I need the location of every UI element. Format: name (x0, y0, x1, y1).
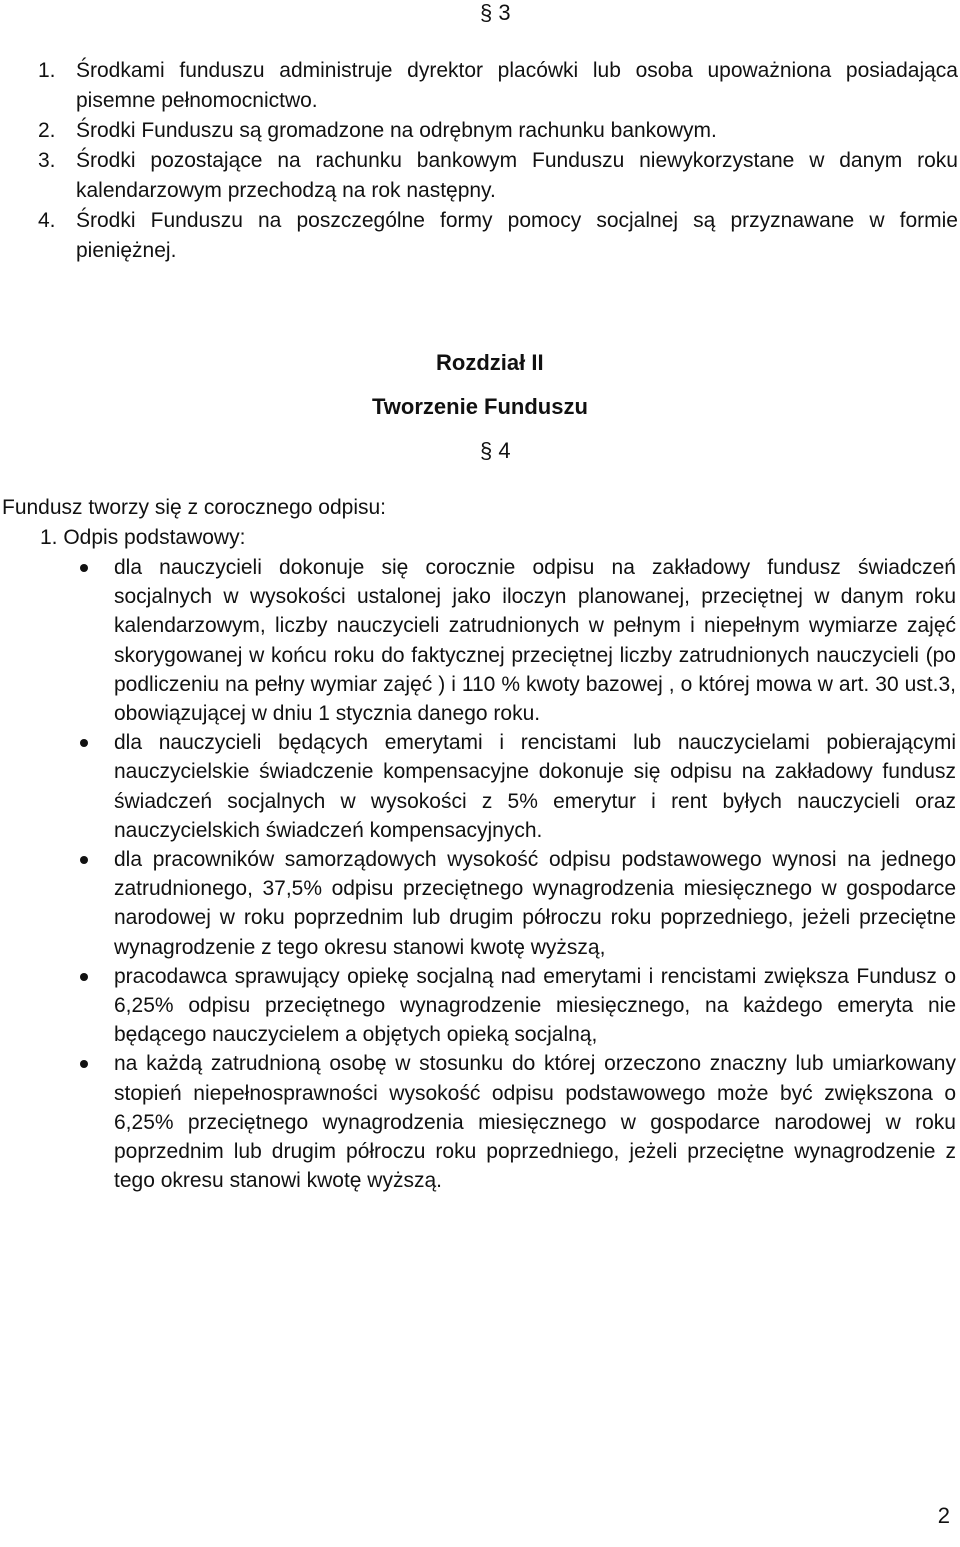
bullet-list (76, 553, 956, 1195)
list-item-text: Środki Funduszu na poszczególne formy pomocy socjalnej są przyznawane w formie pieniężnej. (76, 209, 958, 262)
list-item (76, 1049, 956, 1195)
bullet-text: dla nauczycieli dokonuje się corocznie odpisu na zakładowy fundusz świadczeń socjalnych w wysokości ustalonej jako iloczyn planowanej, przeciętnej w danym roku kalendarzowym, liczby nauczycieli zatrudnionych w pełnym i niepełnym wymiarze zajęć skorygowanej w końcu roku do faktycznej przeciętnej liczby zatrudnionych nauczycieli (po podliczeniu na pełny wymiar zajęć ) i 110 % kwoty bazowej , o której mowa w art. 30 ust.3, obowiązującej w dniu 1 stycznia danego roku. (114, 556, 956, 726)
chapter-title: Rozdział II (436, 350, 544, 375)
bullet-icon (80, 564, 88, 572)
chapter-subtitle: Tworzenie Funduszu (372, 394, 588, 419)
page-number: 2 (937, 1503, 950, 1528)
list-item-number: 4. (38, 209, 56, 232)
list-item (30, 116, 958, 146)
list-item (30, 56, 958, 116)
bullet-icon (80, 739, 88, 747)
bullet-icon (80, 856, 88, 864)
list-item (76, 962, 956, 1050)
intro-text: Fundusz tworzy się z corocznego odpisu: (2, 496, 387, 519)
bullet-text: pracodawca sprawujący opiekę socjalną nad emerytami i rencistami zwiększa Fundusz o 6,25% odpisu przeciętnego wynagrodzenie miesięcznego, na każdego emeryta nie będącego nauczycielem a objętych opieką socjalną, (114, 964, 956, 1047)
list-item-number: 2. (38, 119, 56, 142)
list-item-text: Środkami funduszu administruje dyrektor placówki lub osoba upoważniona posiadająca pisemne pełnomocnictwo. (76, 59, 958, 112)
list-item (76, 845, 956, 962)
list-item-text: Środki Funduszu są gromadzone na odrębnym rachunku bankowym. (76, 119, 717, 142)
bullet-icon (80, 1060, 88, 1068)
list-item-text: Środki pozostające na rachunku bankowym Funduszu niewykorzystane w danym roku kalendarzowym przechodzą na rok następny. (76, 149, 958, 202)
list-item-number: 3. (38, 149, 56, 172)
section-4-heading: § 4 (480, 438, 511, 463)
list-item (30, 206, 958, 266)
odpis-heading: 1. Odpis podstawowy: (40, 526, 246, 549)
bullet-text: dla nauczycieli będących emerytami i rencistami lub nauczycielami pobierającymi nauczycielskie świadczenie kompensacyjne dokonuje się odpisu na zakładowy fundusz świadczeń socjalnych w wysokości z 5% emerytur i rent byłych nauczycieli oraz nauczycielskich świadczeń kompensacyjnych. (114, 731, 956, 842)
bullet-text: na każdą zatrudnioną osobę w stosunku do której orzeczono znaczny lub umiarkowany stopień niepełnosprawności wysokość odpisu podstawowego może być zwiększona o 6,25% przeciętnego wynagrodzenia miesięcznego w gospodarce narodowej w roku poprzednim lub drugim półroczu roku poprzedniego, jeżeli przeciętne wynagrodzenie z tego okresu stanowi kwotę wyższą. (114, 1052, 956, 1193)
section-3-heading: § 3 (480, 0, 511, 25)
list-item (76, 553, 956, 728)
list-item (76, 728, 956, 845)
list-item (30, 146, 958, 206)
top-numbered-list (30, 56, 958, 266)
bullet-icon (80, 973, 88, 981)
bullet-text: dla pracowników samorządowych wysokość odpisu podstawowego wynosi na jednego zatrudnionego, 37,5% odpisu przeciętnego wynagrodzenia miesięcznego w gospodarce narodowej w roku poprzednim lub drugim półroczu roku poprzedniego, jeżeli przeciętne wynagrodzenie z tego okresu stanowi kwotę wyższą, (114, 848, 956, 959)
list-item-number: 1. (38, 59, 56, 82)
